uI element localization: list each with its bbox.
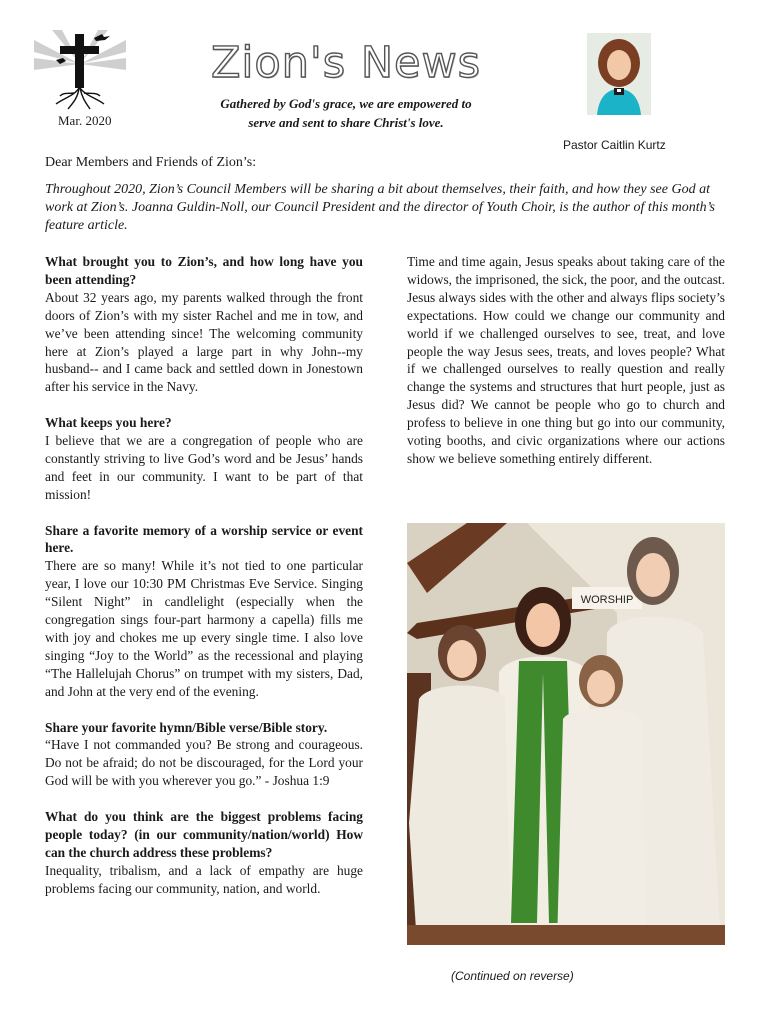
qa-item xyxy=(45,253,363,396)
pastor-caption: Pastor Caitlin Kurtz xyxy=(563,138,666,152)
qa-item xyxy=(45,522,363,701)
tagline-line-1: Gathered by God's grace, we are empowered to xyxy=(220,96,472,111)
question: Share a favorite memory of a worship service or event here. xyxy=(45,522,363,556)
question: What brought you to Zion’s, and how long have you been attending? xyxy=(45,254,363,287)
cross-dove-icon xyxy=(34,30,126,110)
tagline-line-2: serve and sent to share Christ's love. xyxy=(248,115,444,130)
continued-note: (Continued on reverse) xyxy=(451,969,574,983)
qa-column xyxy=(45,253,363,898)
qa-item xyxy=(45,719,363,791)
answer: I believe that we are a congregation of people who are constantly striving to live God’s word and be Jesus’ hands and feet in our community. I want to be part of that mission! xyxy=(45,433,363,502)
answer: There are so many! While it’s not tied to one particular year, I love our 10:30 PM Christmas Eve Service. Singing “Silent Night” in candlelight (especially when the congregation sings four-part harmony a capella) fills me with joy and chokes me up every single time. I also love singing “Joy to the World” as the recessional and playing “The Hallelujah Chorus” on trumpet with my sisters, Dad, and John at the very end of the evening. xyxy=(45,558,363,699)
newsletter-title: Zion's News xyxy=(210,38,482,88)
qa-item xyxy=(45,414,363,504)
group-photo xyxy=(407,523,725,945)
question: Share your favorite hymn/Bible verse/Bible story. xyxy=(45,719,328,735)
church-logo xyxy=(34,30,126,110)
worship-sign: WORSHIP xyxy=(580,594,634,606)
answer: “Have I not commanded you? Be strong and courageous. Do not be afraid; do not be discouraged, for the Lord your God will be with you wherever you go.” - Joshua 1:9 xyxy=(45,737,363,789)
question: What keeps you here? xyxy=(45,415,172,431)
intro-paragraph: Throughout 2020, Zion’s Council Members will be sharing a bit about themselves, their faith, and how they see God at work at Zion’s. Joanna Guldin-Noll, our Council President and the director of Youth Choir, is the author of this month’s feature article. xyxy=(45,182,715,233)
tagline xyxy=(192,94,500,132)
answer: Inequality, tribalism, and a lack of empathy are huge problems facing our community, nation, and world. xyxy=(45,862,363,896)
question: What do you think are the biggest problems facing people today? (in our community/nation/world) How can the church address these problems? xyxy=(45,809,363,860)
issue-date: Mar. 2020 xyxy=(58,113,112,128)
letter-greeting: Dear Members and Friends of Zion’s: xyxy=(45,155,257,170)
answer: About 32 years ago, my parents walked through the front doors of Zion’s with my sister Rachel and me in tow, and we’ve been attending since! The welcoming community here at Zion’s played a large part in why John--my husband-- and I came back and settled down in Jonestown after his service in the Navy. xyxy=(45,289,363,395)
qa-item xyxy=(45,808,363,898)
pastor-photo xyxy=(587,33,651,115)
answer-continued: Time and time again, Jesus speaks about taking care of the widows, the imprisoned, the sick, the poor, and the outcast. Jesus always sides with the other and always flips society’s expectations. How could we change our community and world if we challenged ourselves to see, treat, and love people the way Jesus sees, treats, and loves people? What if we challenged ourselves to really question and really change the systems and structures that hurt people, just as Jesus did? We cannot be people who go to church and profess to believe in one thing but go into our community, voting booths, and civic organizations where our actions show we believe something entirely different. xyxy=(407,254,725,466)
